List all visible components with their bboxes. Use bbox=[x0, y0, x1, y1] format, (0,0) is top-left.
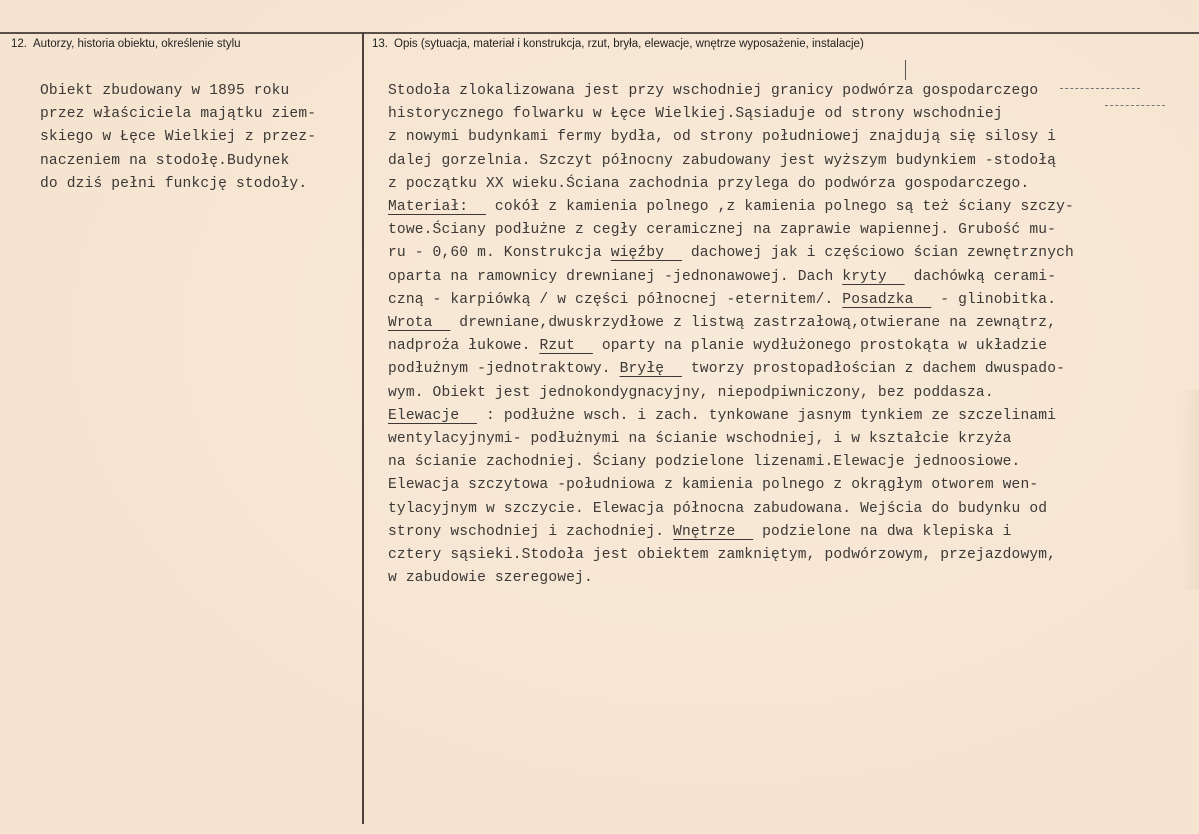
description-line bbox=[388, 358, 1074, 381]
description-line bbox=[388, 428, 1074, 451]
line-segment: podzielone na dwa klepiska i bbox=[753, 523, 1012, 540]
line-segment: wentylacyjnymi- podłużnymi na ścianie wschodniej, i w kształcie krzyża bbox=[388, 431, 1012, 448]
line-segment: Stodoła zlokalizowana jest przy wschodniej granicy podwórza gospodarczego bbox=[388, 83, 1039, 99]
underlined-keyword: Wrota bbox=[388, 315, 433, 332]
description-line bbox=[388, 196, 1074, 219]
line-segment: podłużnym -jednotraktowy. bbox=[388, 361, 620, 378]
underlined-keyword: Wnętrze bbox=[673, 523, 736, 540]
line-segment: tworzy prostopadłościan z dachem dwuspado- bbox=[681, 361, 1066, 378]
line-segment: dalej gorzelnia. Szczyt północny zabudowany jest wyższym budynkiem -stodołą bbox=[388, 152, 1057, 169]
description-text bbox=[388, 80, 1074, 590]
line-segment: dachowej jak i częściowo ścian zewnętrznych bbox=[681, 245, 1074, 262]
description-line bbox=[388, 335, 1074, 358]
line-segment: wym. Obiekt jest jednokondygnacyjny, niepodpiwniczony, bez poddasza. bbox=[388, 384, 994, 401]
description-line bbox=[388, 219, 1074, 242]
description-line bbox=[388, 312, 1074, 335]
line-segment: oparty na planie wydłużonego prostokąta w układzie bbox=[592, 338, 1048, 355]
underlined-keyword: Rzut bbox=[539, 338, 576, 355]
header-rule bbox=[0, 32, 1199, 34]
description-line bbox=[388, 498, 1074, 521]
underlined-keyword: Elewacje bbox=[388, 407, 460, 424]
underlined-keyword: Materiał: bbox=[388, 199, 469, 216]
section-13-title: Opis (sytuacja, materiał i konstrukcja, rzut, bryła, elewacje, wnętrze wyposażenie, instalacje) bbox=[394, 38, 864, 50]
line-segment: drewniane,dwuskrzydłowe z listwą zastrzałową,otwierane na zewnątrz, bbox=[450, 315, 1057, 332]
description-line bbox=[388, 405, 1074, 428]
section-13-header bbox=[372, 38, 864, 50]
description-line bbox=[388, 289, 1074, 312]
description-line bbox=[388, 126, 1074, 149]
description-line bbox=[388, 80, 1074, 103]
line-segment: cokół z kamienia polnego ,z kamienia polnego są też ściany szczy- bbox=[486, 199, 1074, 216]
description-line bbox=[388, 567, 1074, 590]
line-segment: Elewacja szczytowa -południowa z kamienia polnego z okrągłym otworem wen- bbox=[388, 477, 1039, 494]
column-divider bbox=[362, 32, 364, 824]
line-segment: tylacyjnym w szczycie. Elewacja północna zabudowana. Wejścia do budynku od bbox=[388, 500, 1048, 517]
underlined-keyword: Bryłę bbox=[619, 361, 665, 378]
section-12-title: Autorzy, historia obiektu, określenie stylu bbox=[33, 38, 241, 50]
description-line bbox=[388, 150, 1074, 173]
line-segment: ru - 0,60 m. Konstrukcja bbox=[388, 245, 611, 262]
history-line: przez właściciela majątku ziem- bbox=[40, 106, 317, 123]
description-line bbox=[388, 173, 1074, 196]
description-line bbox=[388, 521, 1074, 544]
description-line bbox=[388, 382, 1074, 405]
underlined-keyword: kryty bbox=[842, 268, 887, 285]
history-line: skiego w Łęce Wielkiej z przez- bbox=[40, 129, 317, 146]
line-segment: - glinobitka. bbox=[931, 291, 1057, 308]
section-12-number: 12. bbox=[11, 38, 27, 50]
line-segment: czną - karpiówką / w części północnej -eternitem/. bbox=[388, 291, 843, 308]
line-segment: : podłużne wsch. i zach. tynkowane jasnym tynkiem ze szczelinami bbox=[477, 407, 1057, 424]
line-segment: nadproża łukowe. bbox=[388, 338, 540, 355]
line-segment: w zabudowie szeregowej. bbox=[388, 570, 593, 587]
line-segment: historycznego folwarku w Łęce Wielkiej.Sąsiaduje od strony wschodniej bbox=[388, 106, 1003, 123]
history-line: Obiekt zbudowany w 1895 roku bbox=[40, 83, 290, 99]
pencil-mark bbox=[905, 60, 906, 80]
description-line bbox=[388, 103, 1074, 126]
line-segment: oparta na ramownicy drewnianej -jednonawowej. Dach bbox=[388, 268, 843, 285]
underlined-keyword: więźby bbox=[610, 245, 665, 262]
description-line bbox=[388, 266, 1074, 289]
history-line: do dziś pełni funkcję stodoły. bbox=[40, 175, 308, 192]
pencil-dash bbox=[1105, 105, 1165, 106]
section-12-header bbox=[11, 38, 241, 50]
history-line: naczeniem na stodołę.Budynek bbox=[40, 152, 290, 169]
underlined-keyword: Posadzka bbox=[842, 291, 914, 308]
line-segment: strony wschodniej i zachodniej. bbox=[388, 523, 674, 540]
description-line bbox=[388, 474, 1074, 497]
history-text bbox=[40, 80, 316, 196]
paper-stain bbox=[1180, 390, 1199, 590]
line-segment: z początku XX wieku.Ściana zachodnia przylega do podwórza gospodarczego. bbox=[388, 175, 1030, 192]
line-segment: dachówką cerami- bbox=[904, 268, 1057, 285]
description-line bbox=[388, 242, 1074, 265]
line-segment: cztery sąsieki.Stodoła jest obiektem zamkniętym, podwórzowym, przejazdowym, bbox=[388, 547, 1057, 564]
section-13-number: 13. bbox=[372, 38, 388, 50]
description-line bbox=[388, 451, 1074, 474]
line-segment: towe.Ściany podłużne z cegły ceramicznej na zaprawie wapiennej. Grubość mu- bbox=[388, 222, 1057, 239]
line-segment: na ścianie zachodniej. Ściany podzielone lizenami.Elewacje jednoosiowe. bbox=[388, 454, 1021, 471]
description-line bbox=[388, 544, 1074, 567]
line-segment: z nowymi budynkami fermy bydła, od strony południowej znajdują się silosy i bbox=[388, 129, 1057, 146]
